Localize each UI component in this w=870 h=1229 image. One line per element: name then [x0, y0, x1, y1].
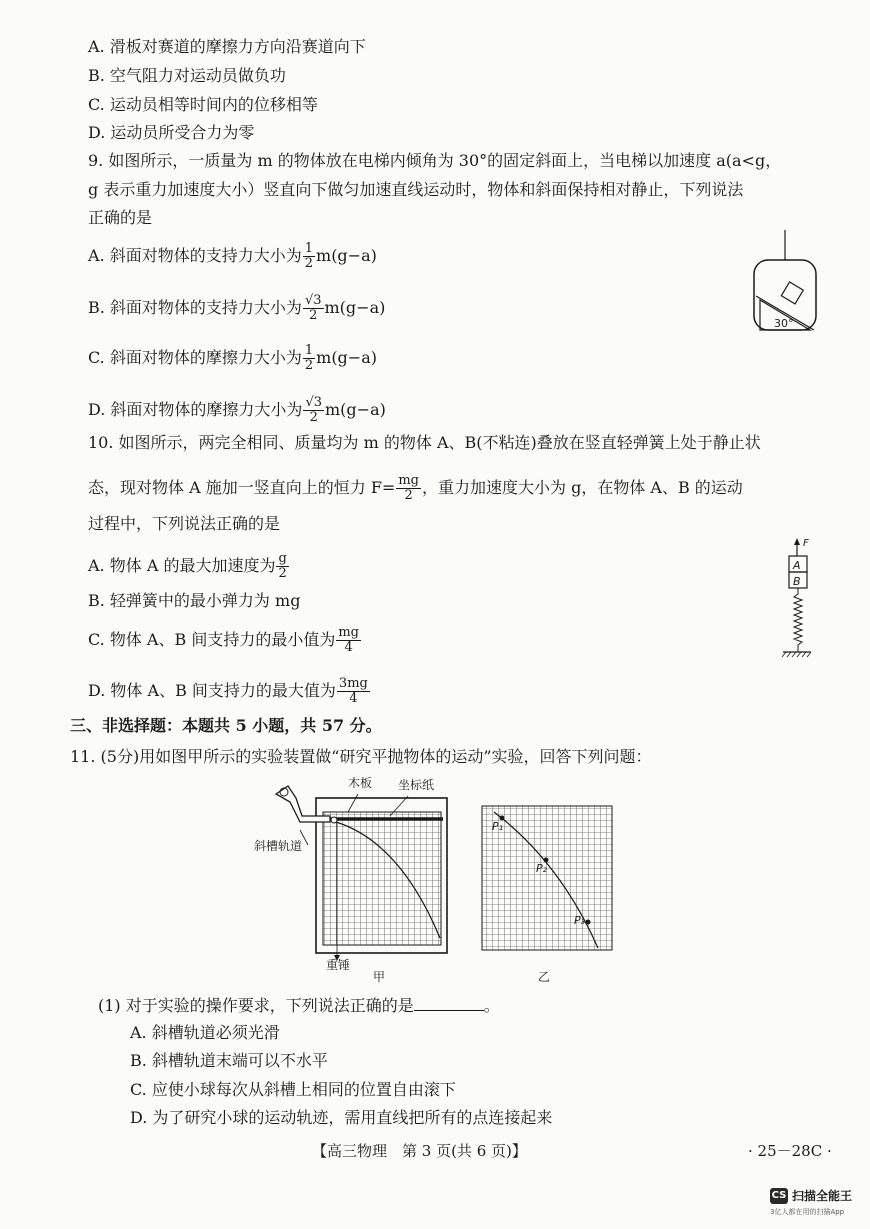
label-p2: P₂ [536, 862, 548, 875]
expression: m(g−a) [316, 246, 377, 265]
page-footer-title: 【高三物理 第 3 页(共 6 页)】 [312, 1142, 527, 1160]
camscanner-icon: CS [770, 1188, 788, 1204]
q9-option-a-text: A. 斜面对物体的支持力大小为 [88, 246, 302, 265]
q10-spring-figure [775, 536, 825, 662]
fraction-num: √3 [305, 395, 322, 410]
fraction-den: 2 [304, 358, 314, 373]
q10-stem-line2 [88, 474, 743, 503]
block-b-label: B [793, 575, 801, 588]
q11-option-c: C. 应使小球每次从斜槽上相同的位置自由滚下 [130, 1080, 456, 1099]
label-p3: P₃ [574, 914, 586, 927]
section-heading: 三、非选择题：本题共 5 小题，共 57 分。 [70, 716, 382, 735]
q10-stem-pre: 态，现对物体 A 施加一竖直向上的恒力 F= [88, 478, 396, 497]
scanner-tagline: 3亿人都在用的扫描App [770, 1208, 845, 1216]
fraction [396, 474, 421, 503]
q9-option-c [88, 344, 377, 373]
scanner-badge [770, 1187, 852, 1204]
spring [794, 588, 802, 652]
q8-option-b: B. 空气阻力对运动员做负功 [88, 66, 286, 85]
q11-sub1 [98, 996, 500, 1016]
q9-option-b [88, 294, 385, 323]
q9-stem-line3: 正确的是 [88, 208, 153, 227]
label-track: 斜槽轨道 [254, 839, 303, 853]
q11-stem: 11. (5分)用如图甲所示的实验装置做“研究平抛物体的运动”实验，回答下列问题： [70, 747, 652, 766]
fraction-num: g [278, 551, 287, 566]
fraction-den: 2 [278, 566, 287, 581]
label-weight: 重锤 [326, 958, 351, 972]
q11-figure [240, 772, 640, 988]
q10-stem-line1: 10. 如图所示，两完全相同、质量均为 m 的物体 A、B(不粘连)叠放在竖直轻弹簧上处于静止状 [88, 433, 761, 452]
fraction-num: √3 [304, 293, 322, 308]
q8-option-d: D. 运动员所受合力为零 [88, 123, 255, 142]
label-p1: P₁ [492, 820, 504, 833]
q11-option-d: D. 为了研究小球的运动轨迹，需用直线把所有的点连接起来 [130, 1108, 553, 1127]
q10-option-d [88, 677, 371, 706]
q9-option-b-text: B. 斜面对物体的支持力大小为 [88, 298, 302, 317]
expression: m(g−a) [325, 400, 386, 419]
q8-option-a: A. 滑板对赛道的摩擦力方向沿赛道向下 [88, 37, 366, 56]
block-a-label: A [793, 559, 801, 572]
q9-elevator-figure [748, 230, 820, 335]
scanner-app-name: 扫描全能王 [792, 1189, 853, 1203]
answer-blank[interactable] [414, 996, 484, 1011]
fraction-den: 2 [309, 410, 318, 425]
expression: m(g−a) [316, 348, 377, 367]
q9-option-c-text: C. 斜面对物体的摩擦力大小为 [88, 348, 302, 367]
q10-option-a-text: A. 物体 A 的最大加速度为 [88, 556, 276, 575]
label-board: 木板 [348, 776, 373, 790]
q10-option-d-text: D. 物体 A、B 间支持力的最大值为 [88, 681, 336, 700]
expression: m(g−a) [324, 298, 386, 317]
fraction [303, 396, 324, 425]
fraction-num: 1 [304, 343, 314, 358]
q11-sub1-text: (1) 对于实验的操作要求，下列说法正确的是 [98, 996, 414, 1015]
label-yi: 乙 [538, 970, 551, 984]
fraction-num: 3mg [338, 676, 368, 691]
fraction [337, 677, 370, 706]
point-p3 [586, 920, 591, 925]
fraction [303, 242, 315, 271]
label-paper: 坐标纸 [398, 778, 435, 792]
ground-hatch [782, 652, 811, 657]
label-jia: 甲 [373, 970, 386, 984]
q9-option-d-text: D. 斜面对物体的摩擦力大小为 [88, 400, 303, 419]
coordinate-paper [323, 812, 441, 945]
q10-option-c [88, 626, 362, 655]
q11-option-b: B. 斜槽轨道末端可以不水平 [130, 1051, 328, 1070]
fraction-den: 2 [304, 256, 314, 271]
force-label: F [803, 538, 809, 549]
fraction-num: mg [398, 473, 419, 488]
fraction-den: 2 [309, 308, 318, 323]
fraction-den: 2 [404, 488, 413, 503]
q10-option-c-text: C. 物体 A、B 间支持力的最小值为 [88, 630, 336, 649]
q9-option-a [88, 242, 377, 271]
q10-option-a [88, 552, 290, 581]
chute-track [276, 786, 330, 822]
fraction-num: 1 [304, 241, 314, 256]
fraction-den: 4 [344, 640, 353, 655]
fraction [303, 294, 324, 323]
q8-option-c: C. 运动员相等时间内的位移相等 [88, 95, 318, 114]
fraction [276, 552, 288, 581]
q9-option-d [88, 396, 386, 425]
q10-stem-line3: 过程中，下列说法正确的是 [88, 514, 281, 533]
q9-stem-line2: g 表示重力加速度大小）竖直向下做匀加速直线运动时，物体和斜面保持相对静止，下列说法 [88, 180, 744, 199]
angle-label: 30° [774, 317, 794, 330]
fraction [336, 626, 361, 655]
q11-option-a: A. 斜槽轨道必须光滑 [130, 1023, 280, 1042]
fraction [303, 344, 315, 373]
page-footer-code: · 25－28C · [748, 1142, 832, 1160]
fraction-den: 4 [349, 691, 358, 706]
q10-stem-post: ，重力加速度大小为 g，在物体 A、B 的运动 [421, 478, 743, 497]
q11-sub1-period: 。 [483, 996, 500, 1015]
q10-option-b: B. 轻弹簧中的最小弹力为 mg [88, 591, 301, 610]
q9-stem-line1: 9. 如图所示，一质量为 m 的物体放在电梯内倾角为 30°的固定斜面上，当电梯以加速度 a(a<g， [88, 151, 782, 170]
fraction-num: mg [338, 625, 359, 640]
